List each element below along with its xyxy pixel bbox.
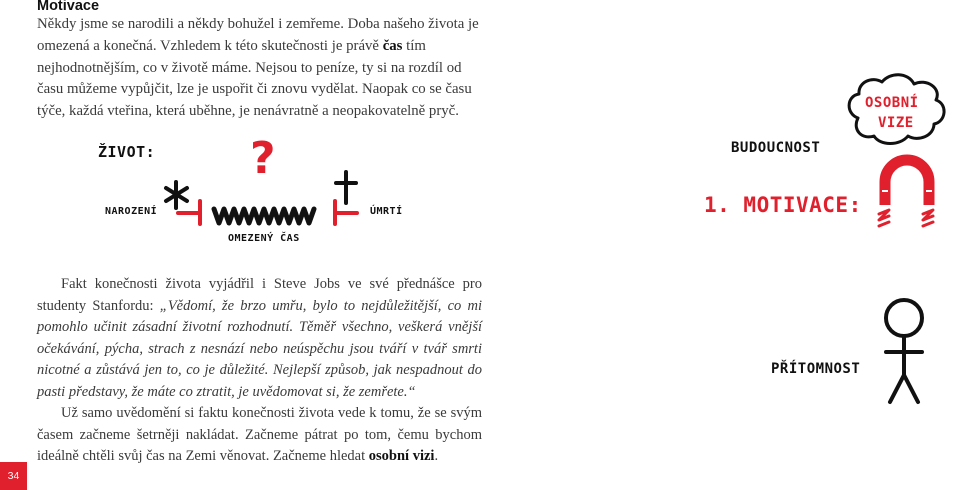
life-wave — [214, 209, 314, 223]
text-segment: čas — [382, 37, 403, 54]
birth-star-icon — [166, 182, 187, 208]
text-segment: tím nejhodnotnějším, co v životě máme. Nejsou to peníze, ty si na rozdíl od času můžeme vypůjčit, lze je uspořit či znovu vydělat. Naopak co se času týče, každá vteřina, která uběhne, je nenávratně a neopakovatelně pryč. — [37, 37, 472, 120]
quote-paragraph — [37, 274, 482, 403]
pritomnost-label: PŘÍTOMNOST — [771, 361, 861, 377]
text-segment: osobní vizi — [368, 448, 435, 464]
zivot-label: ŽIVOT: — [98, 143, 156, 161]
text-segment: Někdy jsme se narodili a někdy bohužel i zemřeme. Doba našeho života je omezená a konečná. Vzhledem k této skutečnosti je právě — [37, 16, 479, 54]
narozeni-label: NAROZENÍ — [105, 206, 158, 217]
question-mark: ? — [250, 133, 277, 184]
motivace-label: 1. MOTIVACE: — [704, 193, 862, 217]
text-segment: „Vědomí, že brzo umřu, bylo to nejdůležitější, co mi pomohlo učinit zásadní životní rozhodnutí. Těměř všechno, veškerá vnější očekávání, pýcha, strach z nesnází nebo neúspěchu jsou tváří v tvář smrti nicotné a zůstává jen to, co je důležité. Nejlepší způsob, jak nespadnout do pasti představy, že máte co ztratit, je uvědomovat si, že zemřete.“ — [37, 297, 482, 400]
umrti-label: ÚMRTÍ — [370, 206, 403, 217]
osobni-vize-line2: VIZE — [878, 115, 914, 131]
text-segment: Fakt konečnosti života vyjádřil i Steve Jobs ve své přednášce pro studenty Stanfordu: — [37, 276, 482, 314]
budoucnost-label: BUDOUCNOST — [731, 140, 821, 156]
section-heading: Motivace — [37, 0, 100, 14]
osobni-vize-line1: OSOBNÍ — [865, 95, 919, 111]
death-cross-icon — [336, 172, 356, 203]
page-number: 34 — [0, 462, 27, 490]
text-segment: . — [434, 448, 439, 464]
text-segment: Už samo uvědomění si faktu konečnosti života vede k tomu, že se svým časem začneme šetrněji nakládat. Začneme pátrat po tom, čemu bychom ideálně chtěli svůj čas na Zemi věnovat. Začneme hledat — [37, 405, 482, 464]
birth-bracket — [178, 201, 200, 224]
omezeny-cas-label: OMEZENÝ ČAS — [228, 233, 300, 244]
stick-figure-icon — [886, 300, 922, 402]
magnet-icon — [879, 160, 933, 226]
quote-section — [37, 274, 482, 468]
conclusion-paragraph — [37, 403, 482, 468]
